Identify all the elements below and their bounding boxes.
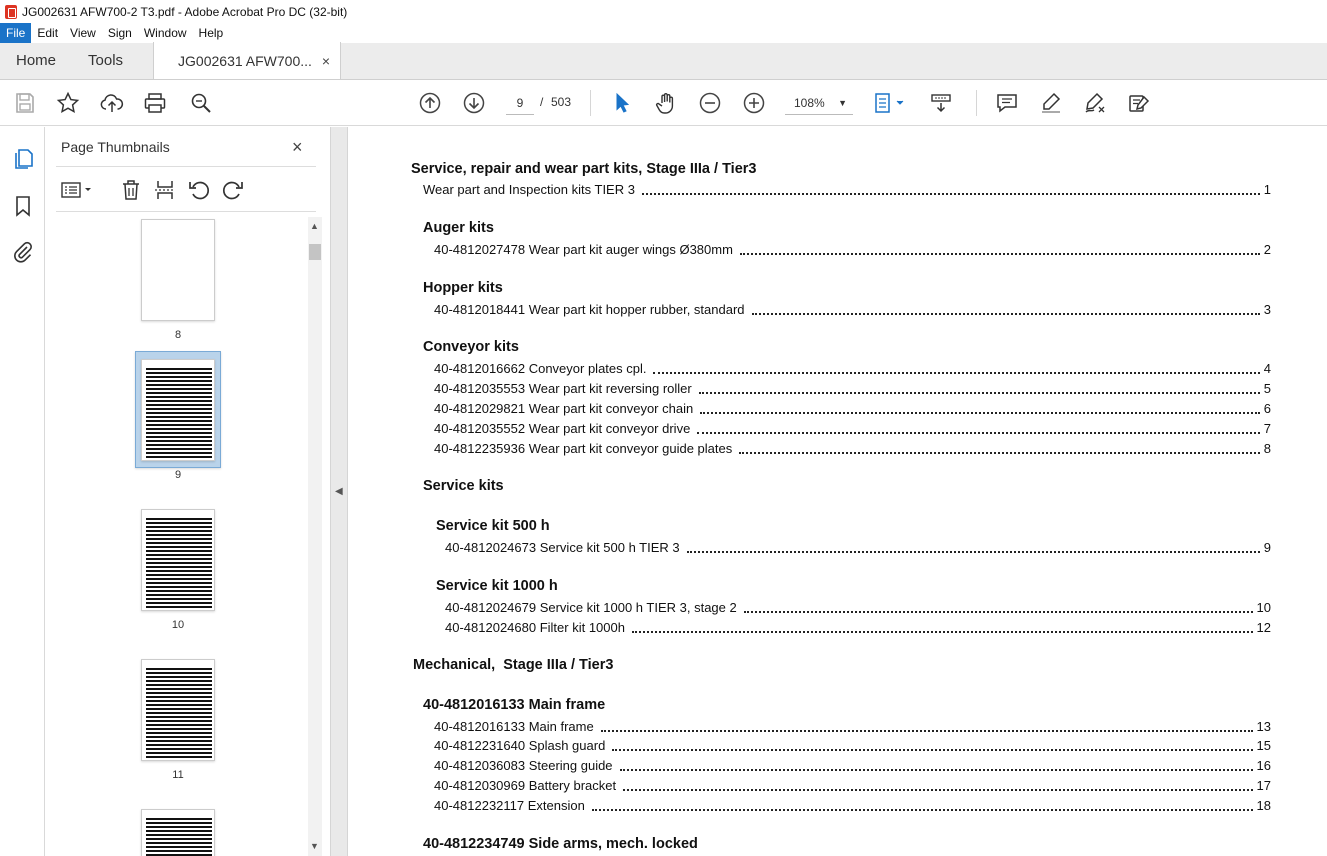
comment-icon[interactable]	[994, 90, 1020, 116]
toc-entry[interactable]: 40-4812024680 Filter kit 1000h 12	[445, 620, 1271, 635]
page-thumbnail[interactable]	[141, 509, 215, 611]
edit-pdf-icon[interactable]	[1126, 90, 1152, 116]
toc-entry[interactable]: 40-4812036083 Steering guide 16	[434, 758, 1271, 773]
rotate-counterclockwise-icon[interactable]	[186, 177, 212, 203]
upload-cloud-icon[interactable]	[99, 90, 125, 116]
toc-entry[interactable]: 40-4812016662 Conveyor plates cpl. 4	[434, 361, 1271, 376]
menu-sign[interactable]: Sign	[107, 26, 132, 40]
page-separator: /	[540, 95, 544, 109]
toc-heading: Service kit 500 h	[436, 518, 550, 534]
delete-trash-icon[interactable]	[118, 177, 144, 203]
toc-entry[interactable]: 40-4812035553 Wear part kit reversing roller 5	[434, 381, 1271, 396]
toc-entry[interactable]: 40-4812027478 Wear part kit auger wings Ø380mm 2	[434, 242, 1271, 257]
scroll-down-icon[interactable]: ▼	[310, 841, 319, 851]
toc-entry[interactable]: 40-4812035552 Wear part kit conveyor drive 7	[434, 421, 1271, 436]
previous-page-icon[interactable]	[417, 90, 443, 116]
page-thumbnail-label: 11	[172, 769, 184, 781]
menu-bar	[0, 23, 1327, 43]
page-layout-icon[interactable]	[873, 90, 909, 116]
menu-file[interactable]: File	[0, 23, 31, 43]
toc-heading: Service kit 1000 h	[436, 578, 558, 594]
toolbar-divider	[590, 90, 591, 116]
zoom-out-icon[interactable]	[697, 90, 723, 116]
tab-document-label: JG002631 AFW700...	[178, 52, 312, 69]
save-icon[interactable]	[12, 90, 38, 116]
print-icon[interactable]	[142, 90, 168, 116]
hand-pan-icon[interactable]	[653, 90, 679, 116]
panel-title: Page Thumbnails	[61, 139, 170, 155]
thumbnail-toolbar	[46, 177, 330, 203]
navigation-rail	[0, 127, 45, 856]
toc-entry[interactable]: 40-4812024673 Service kit 500 h TIER 3 9	[445, 540, 1271, 555]
window-title: JG002631 AFW700-2 T3.pdf - Adobe Acrobat Pro DC (32-bit)	[22, 4, 348, 19]
page-thumbnail[interactable]	[141, 659, 215, 761]
zoom-level-value: 108%	[794, 96, 825, 110]
toc-entry[interactable]: 40-4812018441 Wear part kit hopper rubber, standard 3	[434, 302, 1271, 317]
tab-bar	[0, 43, 1327, 80]
divider	[56, 166, 316, 167]
page-total: 503	[551, 95, 572, 109]
scroll-up-icon[interactable]: ▲	[310, 221, 319, 231]
toc-heading: 40-4812234749 Side arms, mech. locked	[423, 836, 698, 852]
toolbar	[0, 80, 1327, 126]
document-view[interactable]	[349, 127, 1327, 856]
page-number-input[interactable]	[506, 91, 534, 115]
draw-sign-icon[interactable]	[1082, 90, 1108, 116]
collapse-panel-icon[interactable]: ◀	[335, 486, 343, 497]
toc-entry[interactable]: 40-4812232117 Extension 18	[434, 798, 1271, 813]
highlight-pen-icon[interactable]	[1038, 90, 1064, 116]
tab-tools[interactable]: Tools	[88, 52, 124, 69]
toolbar-divider	[976, 90, 977, 116]
page-thumbnail-label: 8	[174, 329, 182, 341]
zoom-level-select[interactable]	[785, 91, 853, 115]
thumbnail-scrollbar[interactable]	[308, 217, 322, 856]
rotate-clockwise-icon[interactable]	[220, 177, 246, 203]
toc-heading: Conveyor kits	[423, 339, 519, 355]
toc-entry[interactable]: Wear part and Inspection kits TIER 3 1	[423, 182, 1271, 197]
tab-document[interactable]	[153, 42, 341, 79]
zoom-in-icon[interactable]	[741, 90, 767, 116]
options-menu-icon[interactable]	[60, 177, 96, 203]
pdf-file-icon	[5, 5, 17, 19]
toc-heading: Mechanical, Stage IIIa / Tier3	[413, 657, 614, 673]
scroll-mode-icon[interactable]	[928, 90, 954, 116]
toc-heading: Hopper kits	[423, 280, 503, 296]
menu-window[interactable]: Window	[143, 26, 187, 40]
next-page-icon[interactable]	[461, 90, 487, 116]
page-thumbnail-label: 10	[171, 619, 185, 631]
page-thumbnail-selected[interactable]	[141, 359, 215, 461]
page-thumbnails-icon[interactable]	[10, 146, 36, 172]
toc-heading: Auger kits	[423, 220, 494, 236]
toc-entry[interactable]: 40-4812030969 Battery bracket 17	[434, 778, 1271, 793]
toc-entry[interactable]: 40-4812016133 Main frame 13	[434, 719, 1271, 734]
page-thumbnails-panel	[46, 127, 330, 856]
panel-splitter[interactable]	[330, 127, 348, 856]
menu-edit[interactable]: Edit	[37, 26, 59, 40]
thumbnail-list	[46, 217, 308, 856]
tab-home[interactable]: Home	[16, 52, 57, 69]
page-thumbnail[interactable]	[141, 219, 215, 321]
page-thumbnail-label: 9	[174, 469, 182, 481]
attachments-paperclip-icon[interactable]	[10, 239, 36, 265]
divider	[56, 211, 316, 212]
scrollbar-thumb[interactable]	[309, 244, 321, 260]
toc-entry[interactable]: 40-4812231640 Splash guard 15	[434, 738, 1271, 753]
toc-heading: Service kits	[423, 478, 504, 494]
extract-pages-icon[interactable]	[152, 177, 178, 203]
select-cursor-icon[interactable]	[609, 90, 635, 116]
toc-entry[interactable]: 40-4812029821 Wear part kit conveyor chain 6	[434, 401, 1271, 416]
toc-heading: 40-4812016133 Main frame	[423, 697, 606, 713]
tab-close-icon[interactable]: ×	[321, 52, 331, 69]
close-icon[interactable]: ×	[292, 137, 303, 157]
menu-help[interactable]: Help	[198, 26, 224, 40]
zoom-search-icon[interactable]	[188, 90, 214, 116]
menu-view[interactable]: View	[70, 26, 96, 40]
bookmark-star-icon[interactable]	[55, 90, 81, 116]
title-bar	[0, 0, 1327, 23]
bookmarks-icon[interactable]	[10, 193, 36, 219]
page-thumbnail[interactable]	[141, 809, 215, 856]
toc-entry[interactable]: 40-4812235936 Wear part kit conveyor guide plates 8	[434, 441, 1271, 456]
toc-entry[interactable]: 40-4812024679 Service kit 1000 h TIER 3, stage 2 10	[445, 600, 1271, 615]
chevron-down-icon: ▼	[838, 98, 847, 108]
toc-heading: Service, repair and wear part kits, Stage IIIa / Tier3	[411, 161, 757, 177]
